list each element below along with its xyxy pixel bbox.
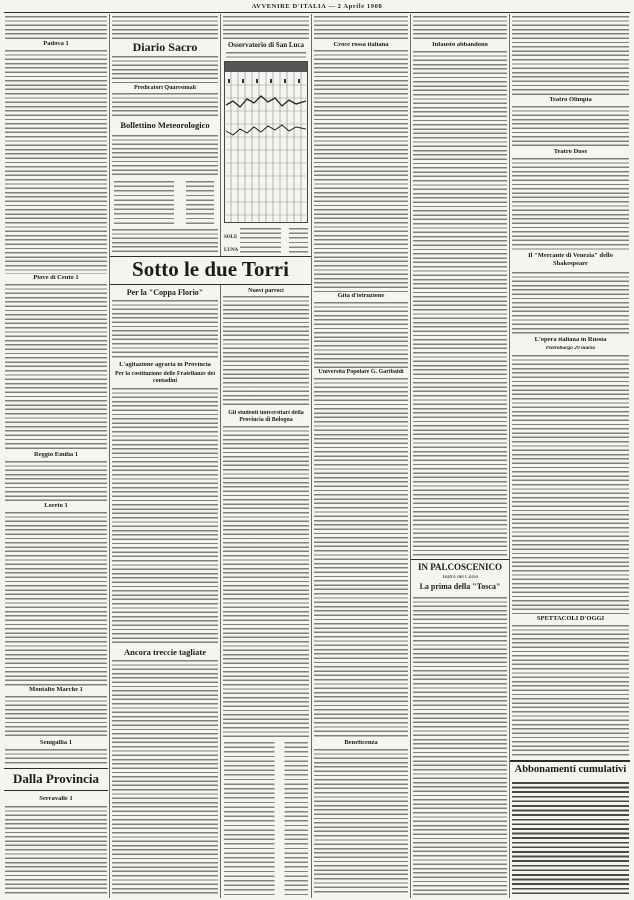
article-text	[413, 16, 507, 40]
subheading-fratellanze: Per la costituzione delle Fratellanze dei contadini	[114, 371, 216, 384]
heading-teatro-duse: Teatro Duse	[553, 149, 588, 155]
article-text	[223, 426, 309, 738]
section-rule	[411, 559, 509, 560]
heading-treccie-tagliate: Ancora treccie tagliate	[124, 648, 206, 657]
label-sole: SOLE	[224, 235, 238, 240]
section-title-palcoscenico: IN PALCOSCENICO	[417, 563, 503, 572]
masthead-rule	[4, 12, 630, 13]
heading-nuovi-parroci: Nuovi parroci	[248, 288, 284, 294]
heading-mercante-di-venezia: Il "Mercante di Venezia" dello Shakespeare	[528, 252, 613, 267]
heading-loreto: Loreto 1	[44, 503, 68, 509]
masthead-title: AVVENIRE D'ITALIA — 2 Aprile 1908	[251, 3, 383, 10]
article-text	[512, 272, 629, 336]
section-rule	[4, 768, 108, 769]
heading-reggio-emilia: Reggio Emilia 1	[33, 452, 79, 458]
article-text	[223, 16, 309, 40]
label-luna: LUNA	[224, 248, 239, 253]
article-text	[314, 302, 408, 368]
section-rule	[4, 790, 108, 791]
article-text	[223, 296, 309, 408]
heading-agitazione-agraria: L'agitazione agraria in Provincia	[119, 362, 211, 368]
heading-universita-popolare: Università Popolare G. Garibaldi	[318, 369, 404, 375]
article-text	[5, 16, 107, 40]
banner-rule	[110, 256, 311, 257]
article-text	[112, 660, 218, 895]
dateline-pietroburgo: Pietroburgo 29 marzo	[545, 346, 596, 351]
article-text	[112, 300, 218, 360]
heading-predicatori-quaresimali: Predicatori Quaresimali	[134, 85, 196, 91]
heading-croce-rossa: Croce rossa italiana	[333, 42, 389, 48]
article-text	[314, 749, 408, 895]
article-text-bold	[512, 782, 629, 895]
article-text	[112, 93, 218, 118]
column-rule	[509, 14, 510, 898]
article-text	[5, 461, 107, 502]
heading-gita-istruzione: Gita d'istruzione	[337, 293, 385, 299]
weather-table	[114, 181, 214, 226]
heading-serravalle: Serravalle 1	[39, 796, 73, 802]
section-title-dalla-provincia: Dalla Provincia	[12, 772, 100, 785]
heading-teatro-olimpia: Teatro Olimpia	[549, 97, 592, 103]
heading-spettacoli-oggi: SPETTACOLI D'OGGI	[536, 616, 605, 622]
section-title-diario-sacro: Diario Sacro	[132, 41, 198, 53]
article-text	[314, 378, 408, 739]
column-rule	[410, 14, 411, 898]
heading-padova: Padova 1	[43, 41, 69, 47]
numbered-list	[224, 742, 308, 895]
article-text	[5, 284, 107, 451]
article-text	[512, 158, 629, 250]
section-title-bollettino-meteorologico: Bollettino Meteorologico	[120, 121, 210, 130]
section-title-abbonamenti: Abbonamenti cumulativi	[514, 765, 627, 775]
article-text	[512, 625, 629, 756]
heading-opera-russia: L'opera italiana in Russia	[534, 337, 607, 343]
article-text	[112, 135, 218, 178]
subheading-teatro-corso: Teatro del Corso	[441, 575, 479, 580]
heading-montalto-marche: Montalto Marche 1	[29, 687, 83, 693]
heading-prima-tosca: La prima della "Tosca"	[419, 583, 501, 591]
article-text	[112, 388, 218, 645]
column-rule	[109, 14, 110, 898]
article-text	[5, 512, 107, 686]
heading-coppa-florio: Per la "Coppa Florio"	[126, 289, 204, 297]
article-text	[413, 597, 507, 895]
heading-infausto-abbandono: Infausto abbandono	[432, 42, 488, 48]
heading-senigallia: Senigallia 1	[40, 740, 72, 746]
article-text	[112, 56, 218, 84]
article-text	[314, 16, 408, 40]
article-text	[112, 229, 218, 252]
section-title-sotto-le-due-torri: Sotto le due Torri	[132, 259, 289, 280]
box-rule	[510, 760, 630, 762]
banner-rule	[110, 284, 311, 285]
article-text	[314, 50, 408, 292]
article-text	[5, 806, 107, 895]
column-rule	[311, 14, 312, 898]
article-text	[5, 749, 107, 765]
article-text	[512, 355, 629, 614]
barometer-chart	[224, 61, 308, 223]
heading-studenti-universitari: Gli studenti universitari della Provincia di Bologna	[228, 410, 304, 423]
heading-beneficenza: Beneficenza	[344, 740, 378, 746]
column-rule	[220, 285, 221, 898]
section-title-osservatorio: Osservatorio di San Luca	[227, 42, 305, 49]
article-text	[5, 696, 107, 739]
article-text	[5, 50, 107, 274]
article-text	[413, 51, 507, 556]
article-text	[512, 16, 629, 96]
sun-moon-table	[240, 228, 308, 255]
column-rule	[220, 14, 221, 256]
article-text	[226, 52, 306, 59]
article-text	[112, 16, 218, 40]
heading-piove-di-cento: Piove di Cento 1	[33, 275, 79, 281]
article-text	[512, 106, 629, 148]
